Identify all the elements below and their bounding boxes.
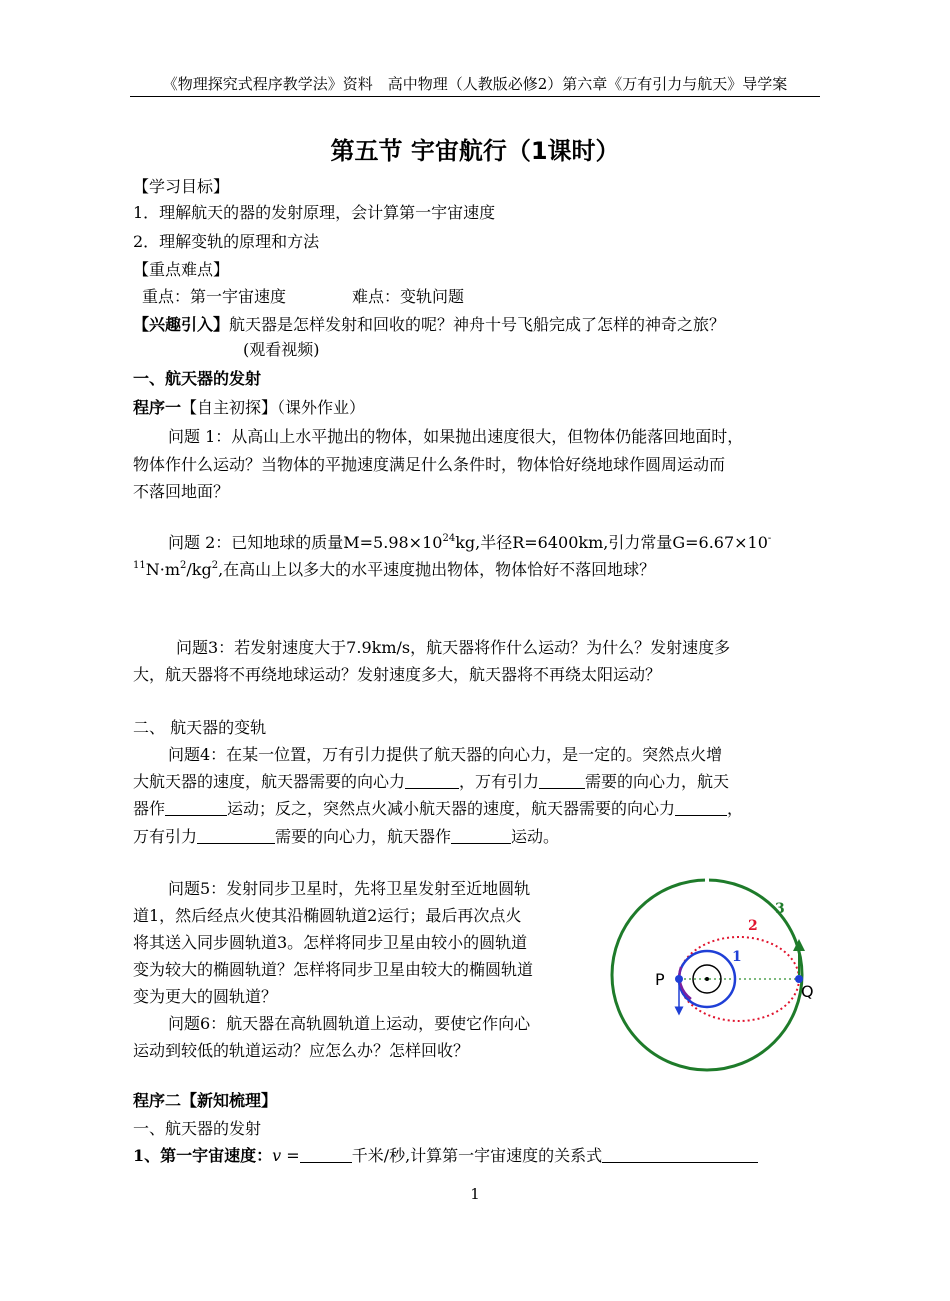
question-1-line-3: 不落回地面？ (133, 482, 230, 501)
program-1-line (133, 395, 365, 421)
page-number: 1 (470, 1185, 480, 1203)
objectives-heading: 【学习目标】 (133, 177, 230, 196)
label-p: P (655, 970, 665, 989)
question-5-line-3: 将其送入同步圆轨道3。怎样将同步卫星由较小的圆轨道 (133, 933, 528, 952)
orbit-3-circle (612, 880, 802, 1070)
question-2-line-1: 问题 2：已知地球的质量$M=5.98\times 10^{24}kg$,半径R=6400km,引力常量G=6.67×10- (168, 533, 772, 552)
program-2-line (133, 1088, 277, 1114)
program-1-note: （课外作业） (277, 398, 366, 417)
question-5-line-4: 变为较大的椭圆轨道？怎样将同步卫星由较大的椭圆轨道 (133, 960, 534, 979)
question-5-line-1: 问题5：发射同步卫星时，先将卫星发射至近地圆轨 (168, 879, 531, 898)
answer-blank[interactable] (602, 1144, 758, 1163)
page-header: 《物理探究式程序教学法》资料 高中物理（人教版必修2）第六章《万有引力与航天》导学案 (130, 74, 820, 97)
question-6-line-2: 运动到较低的轨道运动？应怎么办？怎样回收？ (133, 1041, 470, 1060)
answer-blank[interactable] (300, 1144, 352, 1163)
question-4-line-4: 万有引力 需要的向心力，航天器作 运动。 (133, 827, 560, 846)
question-5-line-5: 变为更大的圆轨道？ (133, 987, 278, 1006)
intro-text: 航天器是怎样发射和回收的呢？神舟十号飞船完成了怎样的神奇之旅？ (229, 315, 726, 334)
earth-center (705, 977, 709, 981)
page-title: 第五节 宇宙航行（1课时） (330, 137, 620, 165)
program-2-tag: 【新知梳理】 (181, 1091, 278, 1110)
question-4-line-2: 大航天器的速度，航天器需要的向心力 ，万有引力 需要的向心力，航天 (133, 772, 730, 791)
question-4-line-1: 问题4：在某一位置，万有引力提供了航天器的向心力，是一定的。突然点火增 (168, 745, 723, 764)
label-orbit-3: 3 (775, 901, 785, 917)
label-orbit-2: 2 (748, 918, 758, 934)
key-points-line (142, 284, 464, 310)
question-4-line-3: 器作 运动；反之，突然点火减小航天器的速度，航天器需要的向心力 ， (133, 799, 744, 818)
intro-note: (观看视频) (243, 340, 320, 359)
answer-blank[interactable] (675, 797, 727, 816)
program-2-label: 程序二 (133, 1091, 182, 1110)
question-1-line-1: 问题 1：从高山上水平抛出的物体，如果抛出速度很大，但物体仍能落回地面时， (168, 427, 744, 446)
label-q: Q (801, 982, 814, 1001)
difficult-point: 难点：变轨问题 (352, 287, 465, 306)
point-p-marker (675, 975, 683, 983)
question-5-line-2: 道1，然后经点火使其沿椭圆轨道2运行；最后再次点火 (133, 906, 522, 925)
answer-blank[interactable] (405, 770, 459, 789)
question-3-line-2: 大，航天器将不再绕地球运动？发射速度多大，航天器将不再绕太阳运动？ (133, 665, 662, 684)
question-3-line-1: 问题3：若发射速度大于7.9km/s，航天器将作什么运动？为什么？发射速度多 (176, 638, 731, 657)
key-points-heading: 【重点难点】 (133, 260, 230, 279)
answer-blank[interactable] (197, 825, 275, 844)
first-cosmic-velocity-line: 1、第一宇宙速度：v = 千米/秒,计算第一宇宙速度的关系式 (133, 1143, 758, 1169)
objective-item-2: 2．理解变轨的原理和方法 (133, 232, 320, 251)
answer-blank[interactable] (451, 825, 511, 844)
question-1-line-2: 物体作什么运动？当物体的平抛速度满足什么条件时，物体恰好绕地球作圆周运动而 (133, 455, 726, 474)
objective-item-1: 1．理解航天的器的发射原理，会计算第一宇宙速度 (133, 203, 496, 222)
label-orbit-1: 1 (732, 949, 742, 965)
section-3-heading: 一、航天器的发射 (133, 1119, 262, 1138)
section-1-heading: 一、航天器的发射 (133, 369, 262, 388)
question-2-line-2: $^{11}N\cdot m^2/kg^2$,在高山上以多大的水平速度抛出物体，物体恰好不落回地球？ (133, 560, 656, 579)
intro-line (133, 312, 725, 338)
orbit-transfer-diagram (605, 875, 820, 1075)
intro-label: 【兴趣引入】 (133, 315, 230, 334)
section-2-heading: 二、 航天器的变轨 (133, 718, 267, 737)
program-1-tag: 【自主初探】 (181, 398, 278, 417)
program-1-label: 程序一 (133, 398, 182, 417)
answer-blank[interactable] (539, 770, 585, 789)
answer-blank[interactable] (165, 797, 227, 816)
key-point: 重点：第一宇宙速度 (142, 287, 287, 306)
question-6-line-1: 问题6：航天器在高轨圆轨道上运动，要使它作向心 (168, 1014, 531, 1033)
